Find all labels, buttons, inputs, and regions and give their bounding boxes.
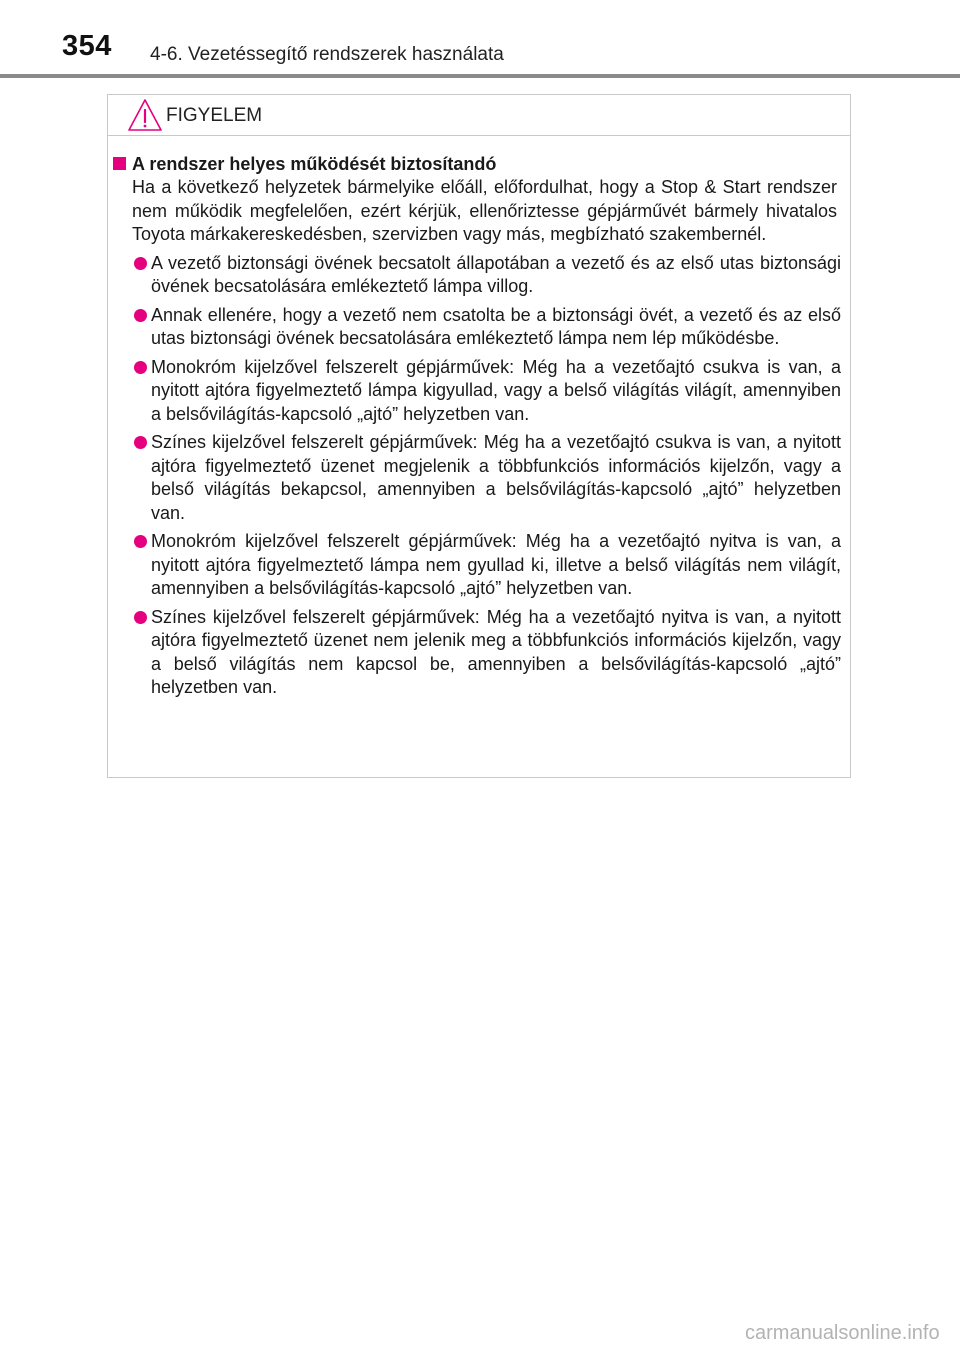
warning-heading: A rendszer helyes működését biztosítandó xyxy=(132,154,497,174)
list-item-text: Színes kijelzővel felszerelt gépjárművek: Még ha a vezetőajtó csukva is van, a nyitott ajtóra figyelmeztető üzenet megjelenik a többfunkciós információs kijelzőn, vagy a belső világítás bekapcsol, amennyiben a belsővilágítás-kapcsoló „ajtó” helyzetben van. xyxy=(151,432,841,523)
list-item-text: Monokróm kijelzővel felszerelt gépjárművek: Még ha a vezetőajtó nyitva is van, a nyitott ajtóra figyelmeztető lámpa nem gyullad ki, illetve a belső világítás nem világít, amennyiben a belsővilágítás-kapcsoló „ajtó” helyzetben van. xyxy=(151,531,841,598)
warning-intro: Ha a következő helyzetek bármelyike előáll, előfordulhat, hogy a Stop & Start rendszer nem működik megfelelően, ezért kérjük, ellenőriztesse gépjárművét bármely hivatalos Toyota márkakereskedésben, szervizben vagy más, megbízható szakembernél. xyxy=(132,177,837,244)
round-bullet-icon xyxy=(134,611,147,624)
list-item-text: Monokróm kijelzővel felszerelt gépjárművek: Még ha a vezetőajtó csukva is van, a nyitott ajtóra figyelmeztető lámpa kigyullad, vagy a belső világítás világít, amennyiben a belsővilágítás-kapcsoló „ajtó” helyzetben van. xyxy=(151,356,841,424)
warning-triangle-icon xyxy=(127,98,163,132)
warning-heading-row xyxy=(108,153,850,176)
list-item xyxy=(108,304,850,351)
square-bullet-icon xyxy=(113,157,126,170)
list-item xyxy=(108,431,850,525)
round-bullet-icon xyxy=(134,309,147,322)
warning-body xyxy=(108,153,850,700)
round-bullet-icon xyxy=(134,257,147,270)
warning-bullet-list xyxy=(108,252,850,700)
round-bullet-icon xyxy=(134,535,147,548)
warning-label: FIGYELEM xyxy=(166,105,263,126)
header-rule xyxy=(0,74,960,78)
round-bullet-icon xyxy=(134,436,147,449)
page-number: 354 xyxy=(62,30,112,62)
list-item-text: Színes kijelzővel felszerelt gépjárművek: Még ha a vezetőajtó nyitva is van, a nyitott ajtóra figyelmeztető üzenet nem jelenik meg a többfunkciós információs kijelzőn, vagy a belső világítás nem kapcsol be, amennyiben a belsővilágítás-kapcsoló „ajtó” helyzetben van. xyxy=(151,606,841,697)
list-item xyxy=(108,356,850,427)
list-item-text: A vezető biztonsági övének becsatolt állapotában a vezető és az első utas biztonsági övének becsatolására emlékeztető lámpa villog. xyxy=(151,252,841,296)
watermark: carmanualsonline.info xyxy=(745,1322,940,1344)
list-item-text: Annak ellenére, hogy a vezető nem csatolta be a biztonsági övét, a vezető és az első utas biztonsági övének becsatolására emlékeztető lámpa nem lép működésbe. xyxy=(151,304,841,348)
list-item xyxy=(108,530,850,601)
warning-box xyxy=(107,94,851,778)
round-bullet-icon xyxy=(134,361,147,374)
warning-header xyxy=(108,95,850,136)
page-header xyxy=(0,0,960,80)
list-item xyxy=(108,606,850,700)
list-item xyxy=(108,252,850,299)
section-title: 4-6. Vezetéssegítő rendszerek használata xyxy=(150,44,504,65)
